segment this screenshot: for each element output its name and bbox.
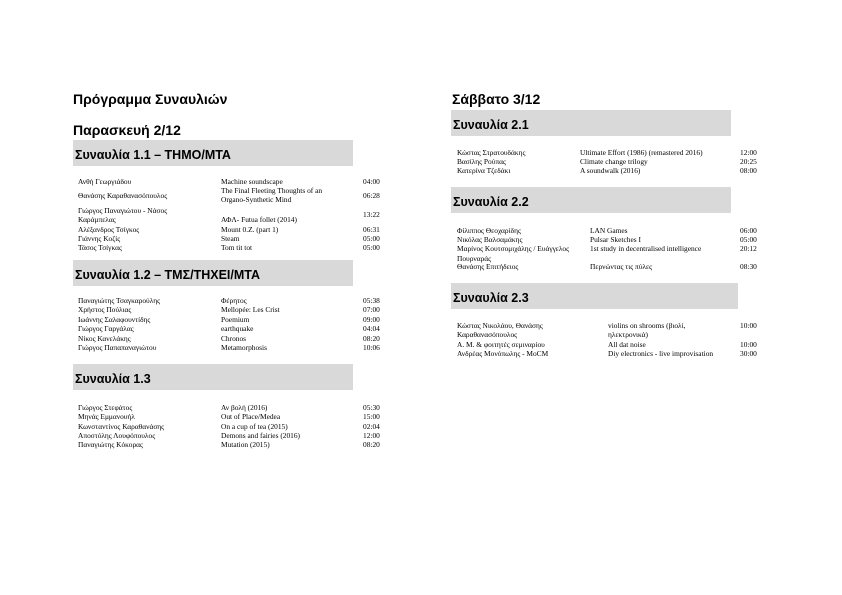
concert-table-2-2: [457, 226, 767, 272]
day-title-friday: Παρασκευή 2/12: [73, 122, 181, 138]
performer: Γιώργος Παπαπαναγιώτου: [78, 342, 157, 352]
table-row: [457, 244, 767, 262]
duration: 04:04: [363, 324, 380, 334]
duration: 08:20: [363, 440, 380, 450]
table-row: [457, 157, 767, 166]
work: Αν βολή (2016): [221, 403, 268, 412]
work: Pulsar Sketches I: [590, 235, 641, 245]
duration: 05:00: [363, 234, 380, 243]
duration: 05:38: [363, 296, 380, 305]
table-row: [78, 186, 388, 206]
table-row: [78, 225, 388, 234]
table-row: [78, 305, 388, 314]
work: earthquake: [221, 324, 254, 334]
work: On a cup of tea (2015): [221, 421, 288, 431]
table-row: [78, 343, 388, 352]
work: 1st study in decentralised intelligence: [590, 244, 702, 254]
performer: Νίκος Κανελάκης: [78, 333, 131, 343]
concert-heading-2-3: Συναυλία 2.3: [451, 283, 738, 309]
performer: Φίλιππος Θεοχαρίδης: [457, 226, 521, 235]
performer: Παναγιώτης Κόκορας: [78, 440, 143, 450]
duration: 04:00: [363, 177, 380, 186]
duration: 12:00: [363, 430, 380, 440]
work: Περνώντας τις πύλες: [590, 262, 653, 272]
work: Poemium: [221, 314, 250, 324]
work: Out of Place/Medea: [221, 412, 281, 422]
concert-heading-1-1: Συναυλία 1.1 – ΤΗΜΟ/ΜΤΑ: [73, 140, 353, 166]
performer: Κώστας Νικολάου, Θανάσης Καραθανασόπουλος: [457, 321, 543, 340]
performer: Γιώργος Γαργάλας: [78, 324, 134, 334]
work: Mutation (2015): [221, 440, 270, 450]
duration: 06:28: [363, 191, 380, 200]
duration: 05:30: [363, 403, 380, 412]
performer: Κώστας Στρατουδάκης: [457, 148, 526, 157]
performer: Παναγιώτης Τσαγκαρούλης: [78, 296, 161, 305]
performer: Αποστόλης Λουφόπουλος: [78, 430, 156, 440]
table-row: [78, 431, 388, 440]
day-title-saturday: Σάββατο 3/12: [452, 91, 541, 107]
work: Steam: [221, 234, 240, 243]
performer: Ανδρέας Μονόπωλης - MoCM: [457, 349, 549, 359]
duration: 08:20: [363, 333, 380, 343]
table-row: [78, 412, 388, 421]
concert-heading-2-2: Συναυλία 2.2: [451, 187, 731, 213]
work: The Final Fleeting Thoughts of an Organo-Synthetic Mind: [221, 186, 323, 205]
performer: Ανθή Γεωργιάδου: [78, 177, 132, 186]
concert-table-1-1: [78, 177, 388, 252]
duration: 02:04: [363, 421, 380, 431]
duration: 20:12: [740, 244, 757, 254]
duration: 05:00: [740, 235, 757, 245]
performer: Ιωάννης Σαλαφουντίδης: [78, 314, 151, 324]
concert-table-2-1: [457, 148, 767, 176]
performer: Τάσος Τσίγκας: [78, 243, 122, 252]
table-row: [78, 177, 388, 186]
duration: 09:00: [363, 314, 380, 324]
duration: 06:00: [740, 226, 757, 235]
table-row: [78, 422, 388, 431]
work: Diy electronics - live improvisation: [608, 349, 714, 359]
performer: Νικόλας Βαλσαμάκης: [457, 235, 523, 245]
concert-table-1-3: [78, 403, 388, 449]
duration: 30:00: [740, 349, 757, 359]
program-title: Πρόγραμμα Συναυλιών: [73, 91, 228, 107]
performer: Μαρίνος Κουτσομιχάλης / Ευάγγελος Πουρναράς: [457, 244, 570, 263]
table-row: [457, 349, 767, 358]
performer: Μηνάς Εμμανουήλ: [78, 412, 135, 422]
duration: 10:00: [740, 321, 757, 330]
table-row: [457, 226, 767, 235]
work: Metamorphosis: [221, 342, 267, 352]
duration: 07:00: [363, 305, 380, 315]
duration: 06:31: [363, 225, 380, 234]
performer: Κωνσταντίνος Καραθανάσης: [78, 421, 165, 431]
work: ΑΦΛ- Futua follet (2014): [221, 215, 297, 224]
duration: 12:00: [740, 148, 757, 157]
performer: Γιώργος Στεφάτος: [78, 403, 133, 412]
performer: Βασίλης Ρούπας: [457, 157, 506, 167]
concert-table-2-3: [457, 321, 767, 358]
table-row: [78, 234, 388, 243]
table-row: [78, 324, 388, 333]
table-row: [78, 243, 388, 252]
duration: 05:00: [363, 243, 380, 252]
work: All dat noise: [608, 340, 646, 349]
table-row: [78, 206, 388, 225]
concert-table-1-2: [78, 296, 388, 352]
performer: Γιώργος Παναγιώτου - Νάσος Καράμπελας: [78, 206, 168, 225]
work: Demons and fairies (2016): [221, 430, 301, 440]
work: LAN Games: [590, 226, 628, 235]
work: Tom tit tot: [221, 243, 253, 252]
table-row: [457, 166, 767, 175]
concert-heading-1-3: Συναυλία 1.3: [73, 364, 353, 390]
table-row: [78, 334, 388, 343]
duration: 13:22: [363, 210, 380, 219]
duration: 15:00: [363, 412, 380, 422]
duration: 10:06: [363, 342, 380, 352]
performer: Α. Μ. & φοιτητές σεμιναρίου: [457, 340, 545, 349]
concert-heading-2-1: Συναυλία 2.1: [451, 110, 731, 136]
duration: 08:00: [740, 166, 757, 176]
duration: 20:25: [740, 157, 757, 167]
performer: Κατερίνα Τζεδάκι: [457, 166, 511, 176]
work: Mount 0.Z. (part 1): [221, 225, 279, 234]
table-row: [78, 296, 388, 305]
performer: Γιάννης Κοζίς: [78, 234, 121, 243]
work: Ultimate Effort (1986) (remastered 2016): [580, 148, 703, 157]
table-row: [78, 315, 388, 324]
table-row: [457, 321, 767, 340]
performer: Αλέξανδρος Τσίγκος: [78, 225, 140, 234]
performer: Θανάσης Καραθανασόπουλος: [78, 191, 168, 200]
concert-heading-1-2: Συναυλία 1.2 – ΤΜΣ/ΤΗΧΕΙ/ΜΤΑ: [73, 260, 353, 286]
work: Mellopée: Les Crist: [221, 305, 280, 315]
duration: 08:30: [740, 262, 757, 272]
performer: Χρήστος Πούλιας: [78, 305, 132, 315]
table-row: [457, 340, 767, 349]
table-row: [78, 403, 388, 412]
table-row: [78, 440, 388, 449]
work: violins on shrooms (βιολί, ηλεκτρονικά): [608, 321, 686, 340]
work: Φέρητος: [221, 296, 247, 305]
table-row: [457, 235, 767, 244]
duration: 10:00: [740, 340, 757, 349]
work: Machine soundscape: [221, 177, 283, 186]
table-row: [457, 148, 767, 157]
work: Climate change trilogy: [580, 157, 648, 167]
performer: Θανάσης Επιτήδειος: [457, 262, 519, 272]
work: Chronos: [221, 333, 247, 343]
work: A soundwalk (2016): [580, 166, 641, 176]
table-row: [457, 262, 767, 271]
